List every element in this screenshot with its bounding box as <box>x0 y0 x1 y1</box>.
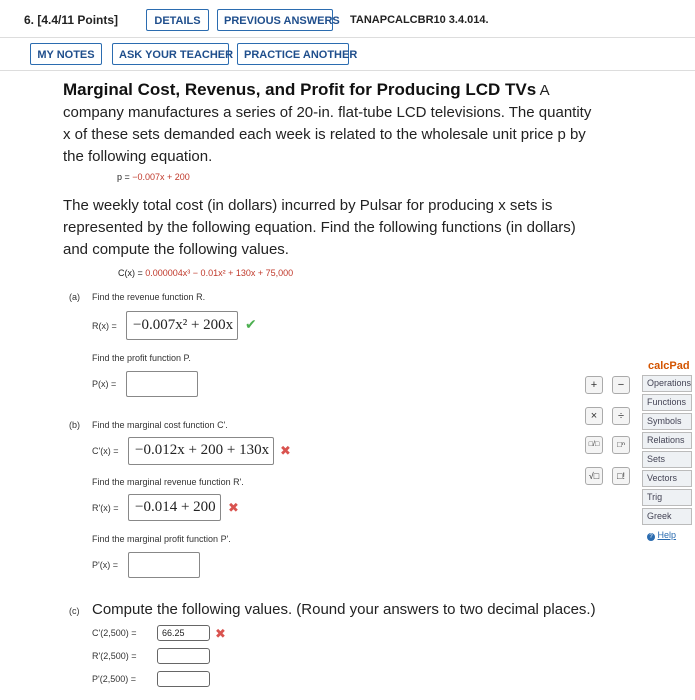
minus-key[interactable]: − <box>612 376 630 394</box>
tab-symbols[interactable]: Symbols <box>642 413 692 430</box>
revenue-lhs: R(x) = <box>92 321 117 331</box>
previous-answers-button[interactable]: PREVIOUS ANSWERS <box>217 9 333 31</box>
intro-line-0: A <box>539 82 550 99</box>
tab-functions[interactable]: Functions <box>642 394 692 411</box>
revenue-answer: −0.007x² + 200x <box>133 317 234 333</box>
power-key[interactable]: □ⁿ <box>612 436 630 454</box>
intro-line-1: company manufactures a series of 20-in. flat-tube LCD televisions. The quantity <box>63 104 592 121</box>
my-notes-button[interactable]: MY NOTES <box>30 43 102 65</box>
help-icon: ? <box>647 533 655 541</box>
ask-teacher-button[interactable]: ASK YOUR TEACHER <box>112 43 229 65</box>
part-a-label: (a) <box>69 292 80 302</box>
r-value-lhs: R'(2,500) = <box>92 651 137 661</box>
tab-sets[interactable]: Sets <box>642 451 692 468</box>
tab-vectors[interactable]: Vectors <box>642 470 692 487</box>
mr-prompt: Find the marginal revenue function R'. <box>92 477 244 487</box>
mc-answer: −0.012x + 200 + 130x <box>135 442 270 458</box>
incorrect-x-icon: ✖ <box>280 443 291 458</box>
header-divider <box>0 37 695 38</box>
tab-operations[interactable]: Operations <box>642 375 692 392</box>
sqrt-key[interactable]: √□ <box>585 467 603 485</box>
divide-key[interactable]: ÷ <box>612 407 630 425</box>
profit-prompt: Find the profit function P. <box>92 353 191 363</box>
problem-statement <box>63 79 673 168</box>
profit-lhs: P(x) = <box>92 379 117 389</box>
calcpad-help-link[interactable] <box>647 530 676 541</box>
details-button[interactable]: DETAILS <box>146 9 209 31</box>
revenue-input[interactable] <box>126 311 238 340</box>
mp-input[interactable] <box>128 552 200 578</box>
p-value-input[interactable] <box>157 671 210 687</box>
profit-input[interactable] <box>126 371 198 397</box>
mc-lhs: C'(x) = <box>92 446 119 456</box>
tab-relations[interactable]: Relations <box>642 432 692 449</box>
part-b-label: (b) <box>69 420 80 430</box>
intro-line-3: the following equation. <box>63 148 213 165</box>
incorrect-x-icon: ✖ <box>228 500 239 515</box>
demand-equation <box>117 172 190 182</box>
mr-answer: −0.014 + 200 <box>135 499 216 515</box>
calcpad-title: calcPad <box>648 360 690 372</box>
problem-title: Marginal Cost, Revenus, and Profit for Producing LCD TVs <box>63 80 537 99</box>
help-label: Help <box>657 530 677 540</box>
toolbar-divider <box>0 70 695 71</box>
cost-line-2: and compute the following values. <box>63 241 289 258</box>
c-value-input[interactable] <box>157 625 210 641</box>
mc-input[interactable] <box>128 437 274 465</box>
p-value-lhs: P'(2,500) = <box>92 674 136 684</box>
mc-prompt: Find the marginal cost function C'. <box>92 420 228 430</box>
cost-equation <box>118 268 293 278</box>
r-value-input[interactable] <box>157 648 210 664</box>
problem-code: TANAPCALCBR10 3.4.014. <box>350 14 489 26</box>
mr-input[interactable] <box>128 494 221 521</box>
plus-key[interactable]: + <box>585 376 603 394</box>
tab-greek[interactable]: Greek <box>642 508 692 525</box>
practice-another-button[interactable]: PRACTICE ANOTHER <box>237 43 349 65</box>
part-c-prompt: Compute the following values. (Round your answers to two decimal places.) <box>92 601 596 618</box>
cost-line-0: The weekly total cost (in dollars) incurred by Pulsar for producing x sets is <box>63 197 553 214</box>
demand-eq-rhs: −0.007x + 200 <box>132 172 190 182</box>
incorrect-x-icon: ✖ <box>215 626 226 641</box>
fraction-key[interactable]: □/□ <box>585 436 603 454</box>
cost-line-1: represented by the following equation. Find the following functions (in dollars) <box>63 219 576 236</box>
c-value-answer: 66.25 <box>162 628 185 638</box>
times-key[interactable]: × <box>585 407 603 425</box>
cost-statement <box>63 195 673 261</box>
mp-prompt: Find the marginal profit function P'. <box>92 534 231 544</box>
demand-eq-lhs: p = <box>117 172 133 182</box>
part-c-label: (c) <box>69 606 80 616</box>
factorial-key[interactable]: □! <box>612 467 630 485</box>
intro-line-2: x of these sets demanded each week is related to the wholesale unit price p by <box>63 126 586 143</box>
c-value-lhs: C'(2,500) = <box>92 628 137 638</box>
tab-trig[interactable]: Trig <box>642 489 692 506</box>
cost-eq-lhs: C(x) = <box>118 268 146 278</box>
cost-eq-rhs: 0.000004x³ − 0.01x² + 130x + 75,000 <box>145 268 294 278</box>
mp-lhs: P'(x) = <box>92 560 118 570</box>
mr-lhs: R'(x) = <box>92 503 119 513</box>
correct-check-icon: ✔ <box>245 316 257 332</box>
question-label: 6. [4.4/11 Points] <box>24 13 119 27</box>
revenue-prompt: Find the revenue function R. <box>92 292 206 302</box>
